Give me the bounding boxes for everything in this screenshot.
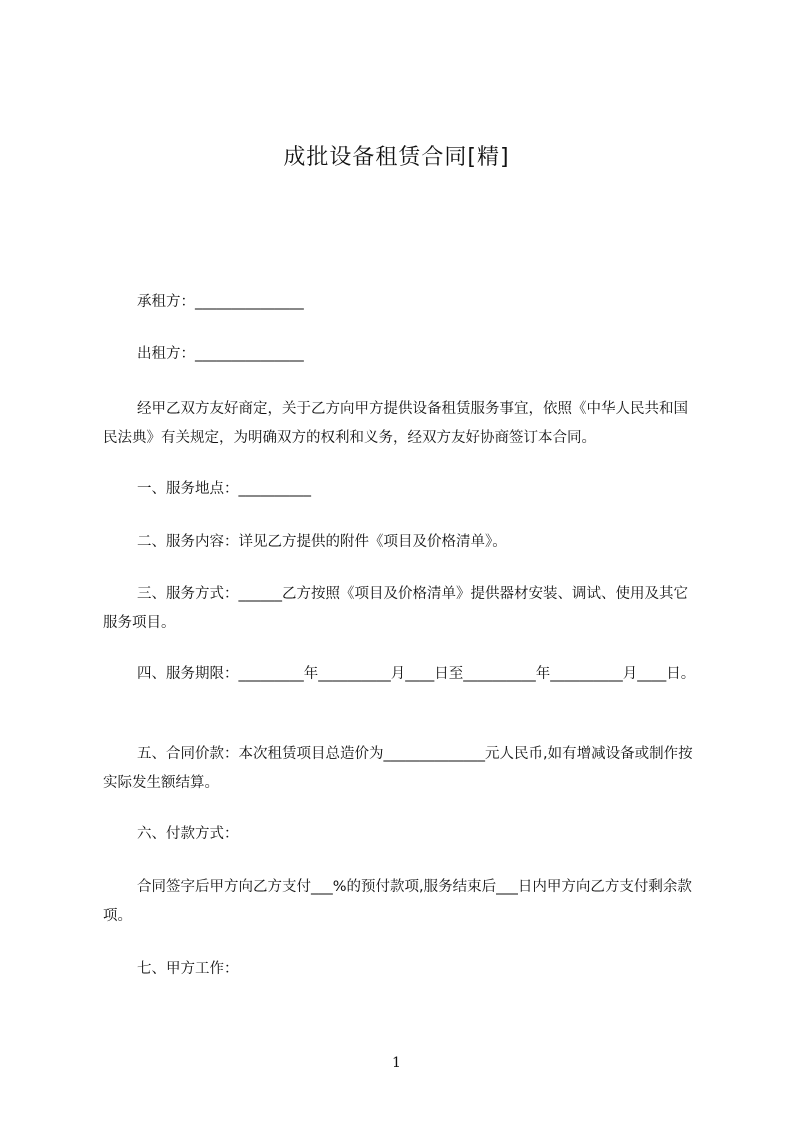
clause-7-text: 七、甲方工作： [137,961,239,977]
clause-service-method [103,580,701,638]
clause-1-text: 一、服务地点：__________ [137,481,311,497]
clause-6-text: 六、付款方式： [137,826,239,842]
clause-service-period [103,660,701,689]
clause-5-text: 五、合同价款：本次租赁项目总造价为______________元人民币,如有增减设备或制作按实际发生额结算。 [103,746,693,791]
clause-4-text: 四、服务期限：_________年__________月____日至__________年__________月____日。 [137,666,696,682]
intro-text: 经甲乙双方友好商定，关于乙方向甲方提供设备租赁服务事宜，依照《中华人民共和国民法典》有关规定，为明确双方的权利和义务，经双方友好协商签订本合同。 [103,401,688,446]
lessor-line [103,340,701,369]
payment-terms-text: 合同签字后甲方向乙方支付___%的预付款项,服务结束后___日内甲方向乙方支付剩余款项。 [103,879,692,924]
clause-party-a-work [103,955,701,984]
page-number: 1 [392,1055,401,1071]
clause-payment-method [103,820,701,849]
lessee-text: 承租方：_______________ [137,294,304,310]
lessor-text: 出租方：_______________ [137,346,304,362]
clause-service-location [103,475,701,504]
clause-service-content [103,528,701,557]
clause-2-text: 二、服务内容：详见乙方提供的附件《项目及价格清单》。 [137,534,507,550]
intro-paragraph [103,395,701,453]
clause-3-text: 三、服务方式：______乙方按照《项目及价格清单》提供器材安装、调试、使用及其它服务项目。 [103,586,688,631]
payment-terms-paragraph [103,873,701,931]
document-title: 成批设备租赁合同[精] [283,145,510,170]
clause-contract-price [103,740,701,798]
lessee-line [103,288,701,317]
